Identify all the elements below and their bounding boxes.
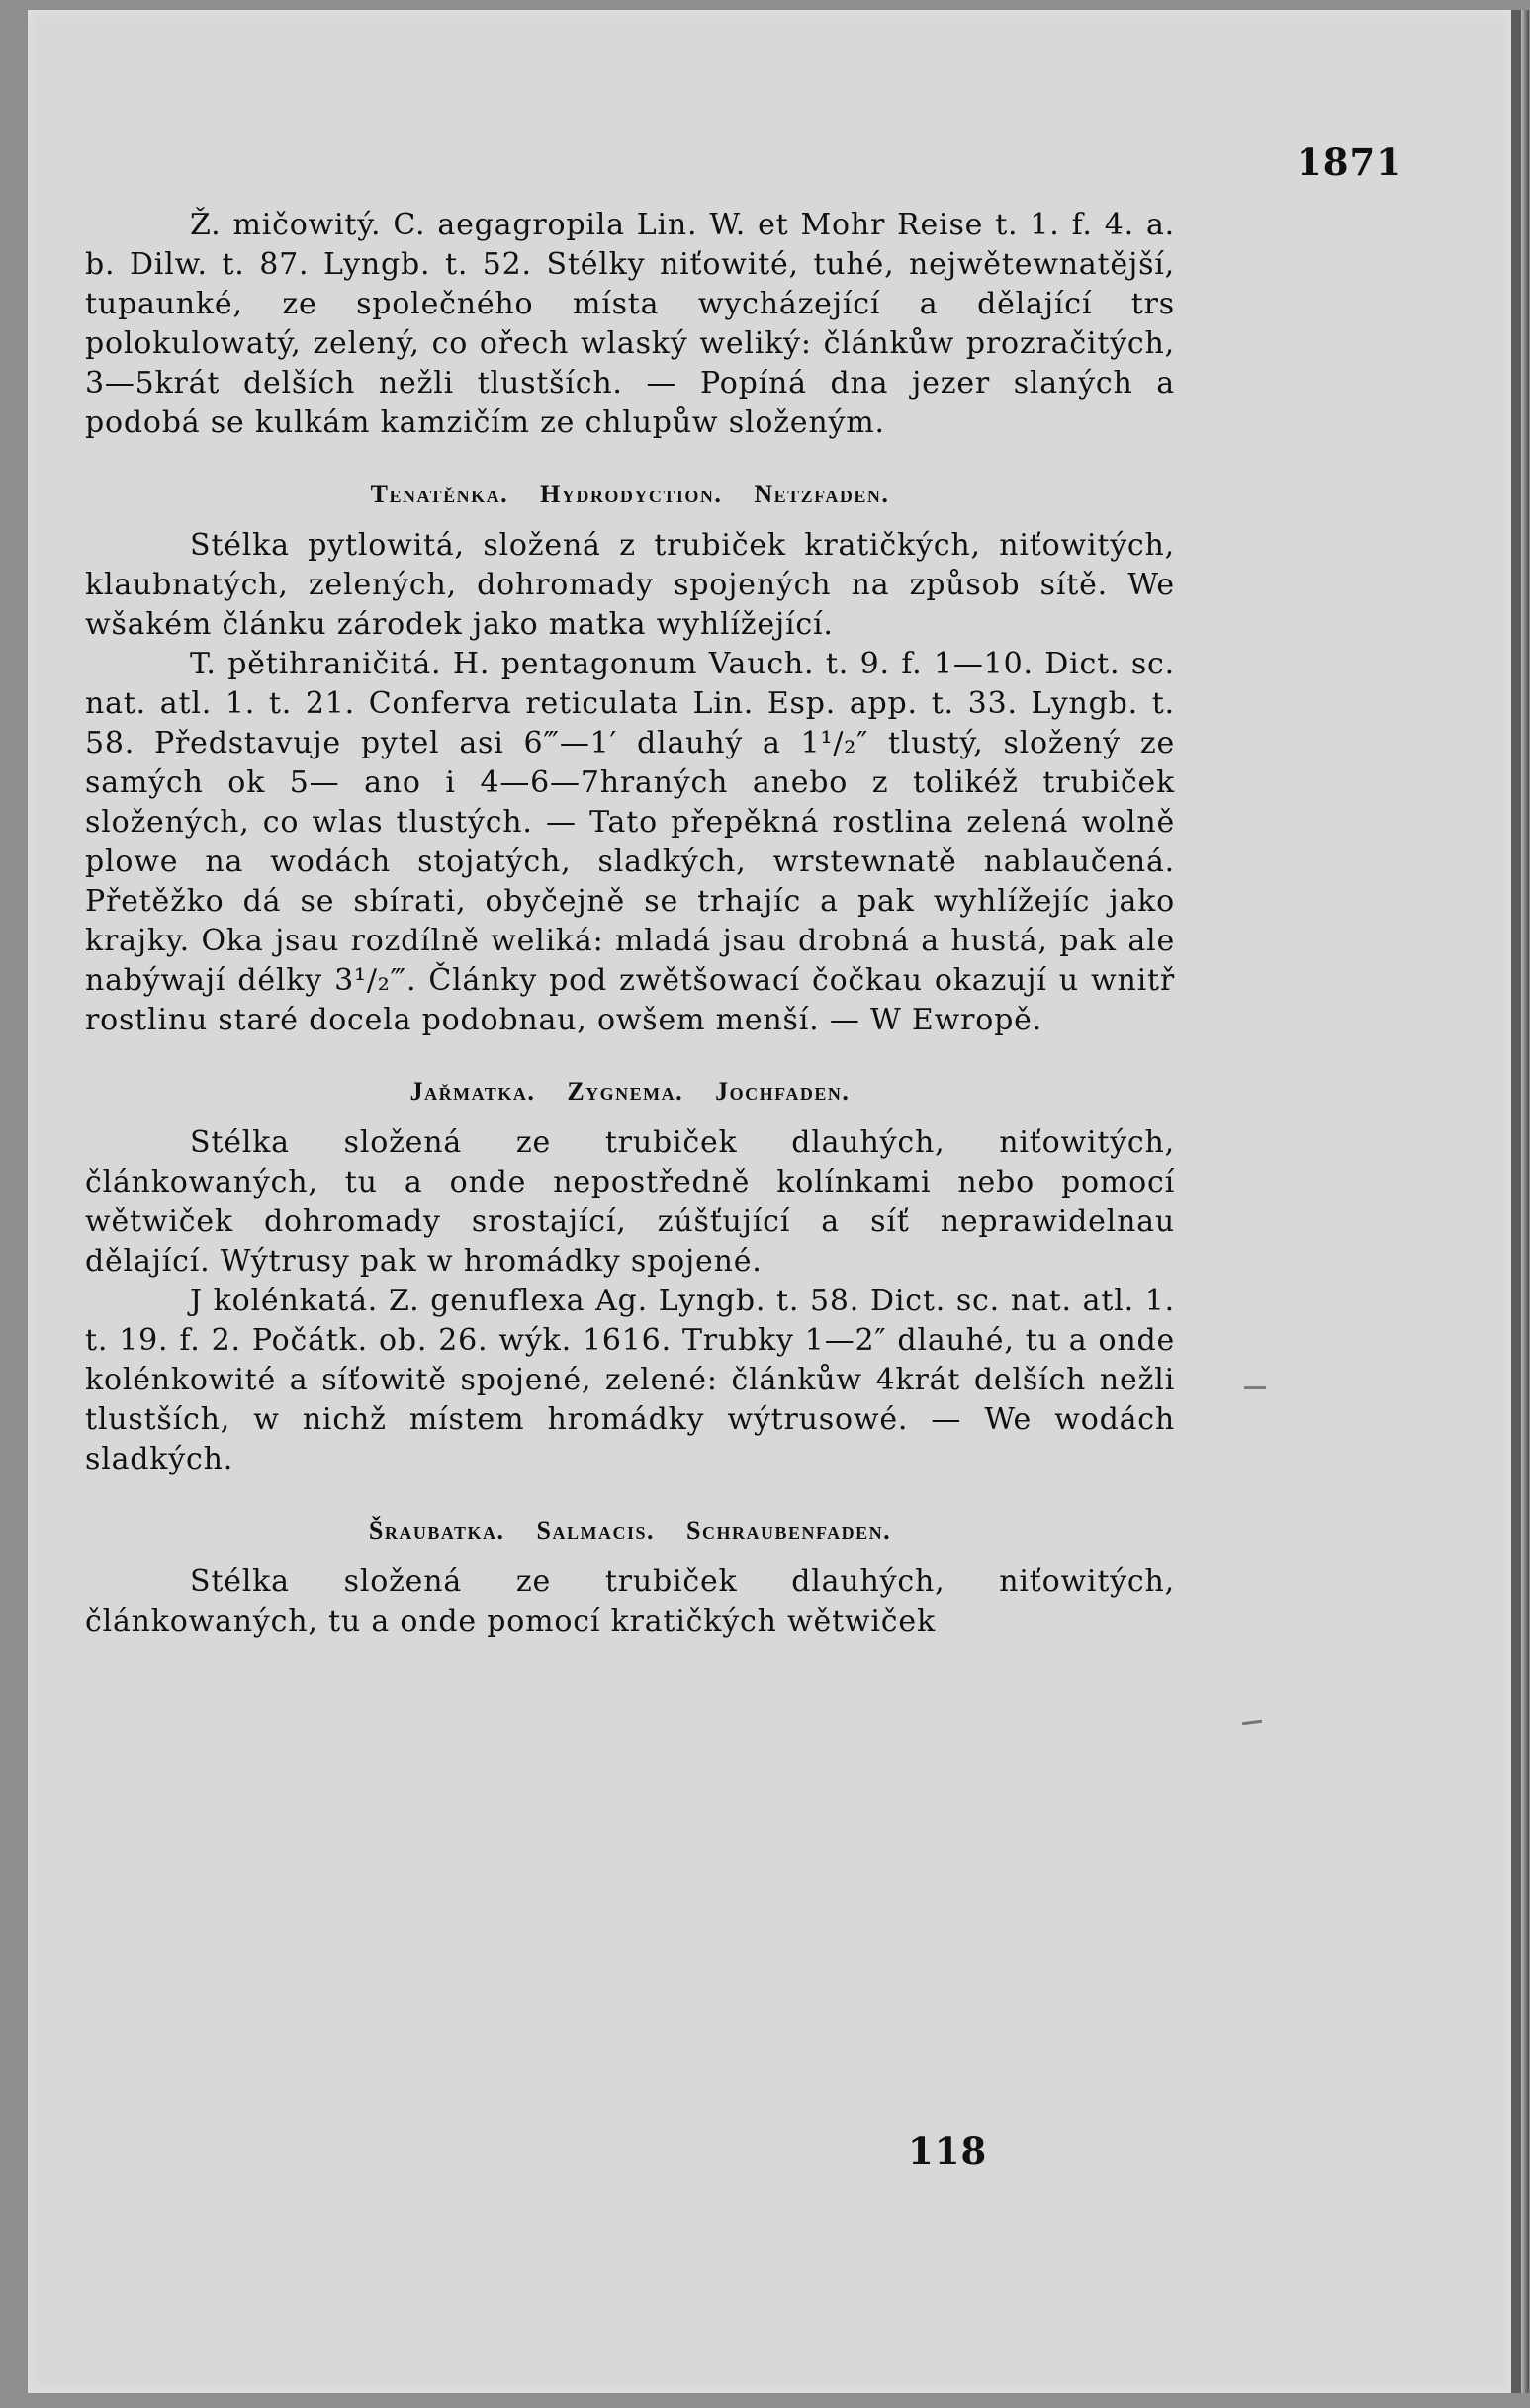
heading-german-name: Jochfaden.: [715, 1077, 851, 1106]
ink-mark: [1244, 1386, 1266, 1389]
paragraph-genuflexa: J kolénkatá. Z. genuflexa Ag. Lyngb. t. 58. Dict. sc. nat. atl. 1. t. 19. f. 2. Počátk. ob. 26. wýk. 1616. Trubky 1—2″ dlauhé, tu a onde kolénkowité a síťowitě spojené, zelené: článkůw 4krát delších nežli tlustších, w nichž místem hromádky wýtrusowé. — We wodách sladkých.: [85, 1284, 1175, 1476]
heading-czech-name: Jařmatka.: [409, 1077, 536, 1106]
heading-czech-name: Šraubatka.: [368, 1516, 505, 1545]
heading-latin-name: Salmacis.: [536, 1516, 655, 1545]
heading-german-name: Netzfaden.: [754, 480, 890, 508]
heading-german-name: Schraubenfaden.: [685, 1516, 892, 1545]
heading-latin-name: Zygnema.: [567, 1077, 684, 1106]
heading-czech-name: Tenatěnka.: [370, 480, 509, 508]
printer-signature: 118: [908, 2129, 988, 2173]
paragraph-hydrodyction-description: Stélka pytlowitá, složená z trubiček kratičkých, niťowitých, klaubnatých, zelených, dohromady spojených na způsob sítě. We wšakém článku zárodek jako matka wyhlížející.: [85, 528, 1175, 642]
page-edge: [1521, 10, 1529, 2393]
page-number: 1871: [1297, 140, 1402, 184]
paragraph-salmacis-description: Stélka složená ze trubiček dlauhých, niťowitých, článkowaných, tu a onde pomocí kratičkých wětwiček: [85, 1564, 1175, 1639]
text-column: [85, 206, 1175, 1642]
heading-latin-name: Hydrodyction.: [540, 480, 723, 508]
paragraph-zygnema-description: Stélka složená ze trubiček dlauhých, niťowitých, článkowaných, tu a onde nepostředně kolínkami nebo pomocí wětwiček dohromady srostající, zúšťující a síť neprawidelnau dělající. Wýtrusy pak w hromádky spojené.: [85, 1125, 1175, 1279]
ink-mark: [1242, 1720, 1262, 1725]
section-heading-sraubatka: [85, 1511, 1175, 1551]
book-page: [28, 10, 1521, 2393]
section-heading-jarmatka: [85, 1072, 1175, 1112]
section-heading-tenatenka: [85, 475, 1175, 514]
paragraph-aegagropila: Ž. mičowitý. C. aegagropila Lin. W. et Mohr Reise t. 1. f. 4. a. b. Dilw. t. 87. Lyngb. t. 52. Stélky niťowité, tuhé, nejwětewnatější, tupaunké, ze společného místa wycházející a dělající trs polokulowatý, zelený, co ořech wlaský weliký: článkůw prozračitých, 3—5krát delších nežli tlustších. — Popíná dna jezer slaných a podobá se kulkám kamzičím ze chlupůw složeným.: [85, 208, 1175, 440]
paragraph-pentagonum: T. pětihraničitá. H. pentagonum Vauch. t. 9. f. 1—10. Dict. sc. nat. atl. 1. t. 21. Conferva reticulata Lin. Esp. app. t. 33. Lyngb. t. 58. Představuje pytel asi 6‴—1′ dlauhý a 1¹/₂″ tlustý, složený ze samých ok 5— ano i 4—6—7hraných anebo z tolikéž trubiček složených, co wlas tlustých. — Tato přepěkná rostlina zelená wolně plowe na wodách stojatých, sladkých, wrstewnatě nablaučená. Přetěžko dá se sbírati, obyčejně se trhajíc a pak wyhlížejíc jako krajky. Oka jsau rozdílně weliká: mladá jsau drobná a hustá, pak ale nabýwají délky 3¹/₂‴. Články pod zwětšowací čočkau okazují u wnitř rostlinu staré docela podobnau, owšem menší. — W Ewropě.: [85, 647, 1175, 1037]
